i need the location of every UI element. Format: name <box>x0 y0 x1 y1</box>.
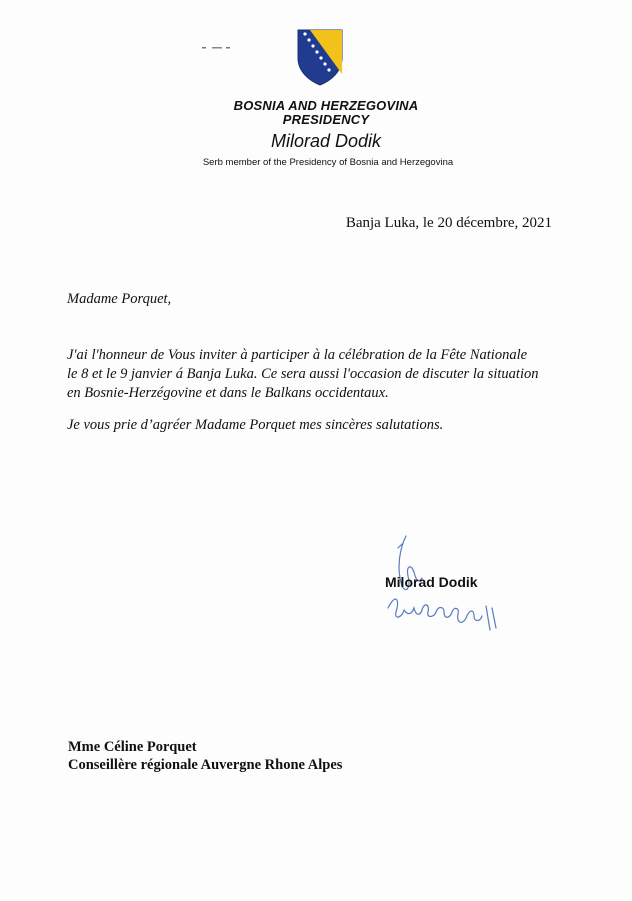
scan-speck-icon <box>202 46 232 50</box>
body-line: J'ai l'honneur de Vous inviter à participer à la célébration de la Fête Nationale <box>67 347 528 363</box>
body-paragraph-2: Je vous prie d’agréer Madame Porquet mes sincères salutations. <box>67 417 444 433</box>
addressee-name: Mme Céline Porquet <box>68 739 197 755</box>
body-line: en Bosnie-Herzégovine et dans le Balkans occidentaux. <box>67 385 389 401</box>
signatory-name: Milorad Dodik <box>385 574 478 590</box>
body-line: le 8 et le 9 janvier á Banja Luka. Ce sera aussi l'occasion de discuter la situation <box>67 366 539 382</box>
header-name: Milorad Dodik <box>270 131 382 151</box>
header-subtitle: Serb member of the Presidency of Bosnia and Herzegovina <box>202 157 454 168</box>
place-date: Banja Luka, le 20 décembre, 2021 <box>345 215 552 231</box>
body-paragraph-1 <box>67 346 567 403</box>
salutation: Madame Porquet, <box>67 291 172 307</box>
header-country: BOSNIA AND HERZEGOVINA <box>233 98 419 113</box>
coat-of-arms-icon <box>296 28 344 86</box>
header-institution: PRESIDENCY <box>282 112 370 127</box>
addressee-title: Conseillère régionale Auvergne Rhone Alpes <box>68 757 343 773</box>
